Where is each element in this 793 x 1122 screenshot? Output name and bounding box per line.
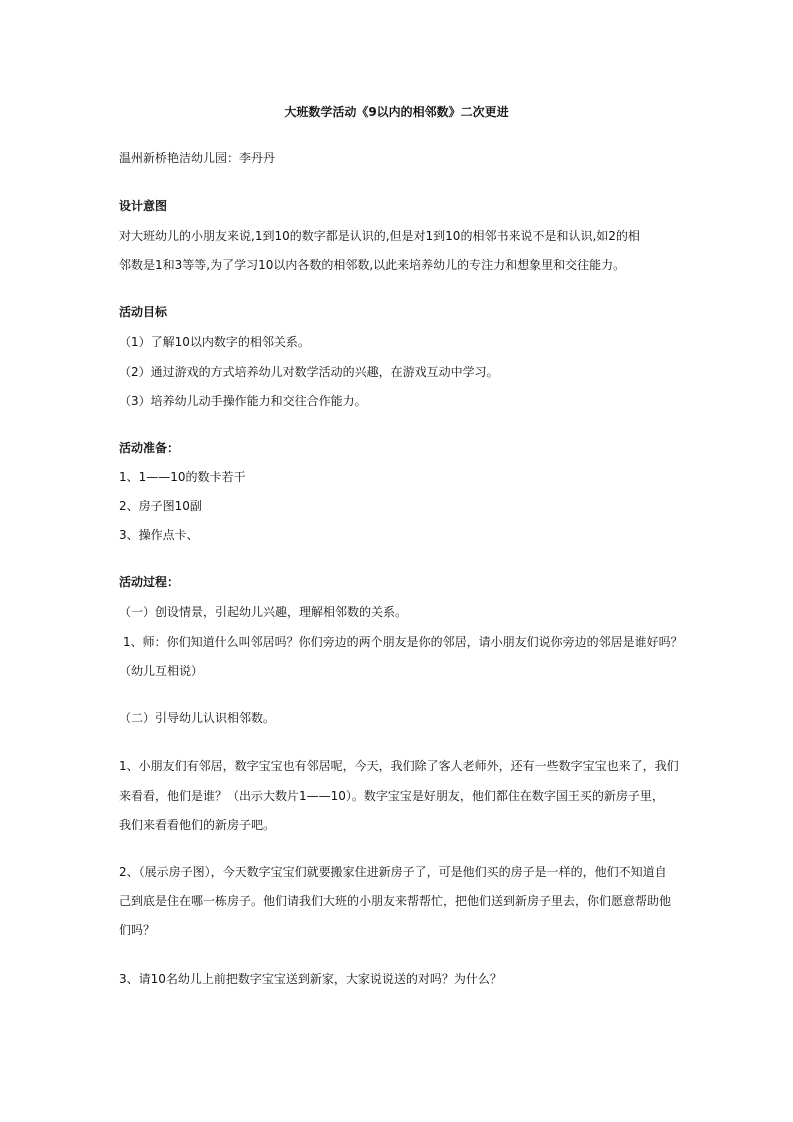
- process-paragraph-line: 我们来看看他们的新房子吧。: [119, 818, 276, 832]
- prep-item: 3、操作点卡、: [119, 528, 199, 542]
- process-paragraph-line: 来看看，他们是谁？（出示大数片1——10）。数字宝宝是好朋友，他们都住在数字国王买的新房子里，: [119, 789, 664, 803]
- goal-item: （3）培养幼儿动手操作能力和交往合作能力。: [119, 394, 367, 408]
- prep-item: 1、1——10的数卡若干: [119, 470, 246, 484]
- goals-heading: 活动目标: [119, 305, 168, 319]
- prep-heading: 活动准备：: [119, 441, 180, 455]
- design-text-line: 邻数是1和3等等,为了学习10以内各数的相邻数,以此来培养幼儿的专注力和想象里和交往能力。: [119, 258, 626, 272]
- goal-item: （2）通过游戏的方式培养幼儿对数学活动的兴趣，在游戏互动中学习。: [119, 365, 499, 379]
- process-paragraph-line: 1、小朋友们有邻居，数字宝宝也有邻居呢，今天，我们除了客人老师外，还有一些数字宝宝也来了，我们: [119, 759, 679, 773]
- author-line: 温州新桥艳洁幼儿园：李丹丹: [119, 151, 276, 165]
- process-paragraph-line: 2、（展示房子图），今天数字宝宝们就要搬家住进新房子了，可是他们买的房子是一样的，他们不知道自: [119, 865, 667, 879]
- prep-item: 2、房子图10副: [119, 499, 202, 513]
- design-heading: 设计意图: [119, 199, 168, 213]
- process-part1-item: 1、师：你们知道什么叫邻居吗？你们旁边的两个朋友是你的邻居，请小朋友们说你旁边的邻居是谁好吗？: [123, 635, 683, 649]
- document-title: 大班数学活动《9以内的相邻数》二次更进: [284, 105, 509, 119]
- design-text-line: 对大班幼儿的小朋友来说,1到10的数字都是认识的,但是对1到10的相邻书来说不是和认识,如2的相: [119, 229, 640, 243]
- process-part1: （一）创设情景，引起幼儿兴趣，理解相邻数的关系。: [119, 605, 408, 619]
- process-paragraph-line: 己到底是住在哪一栋房子。他们请我们大班的小朋友来帮帮忙，把他们送到新房子里去，你们愿意帮助他: [119, 894, 672, 908]
- process-paragraph-line: 们吗？: [119, 923, 156, 937]
- process-part2: （二）引导幼儿认识相邻数。: [119, 711, 276, 725]
- goal-item: （1）了解10以内数字的相邻关系。: [119, 335, 310, 349]
- process-heading: 活动过程：: [119, 575, 180, 589]
- process-paragraph-line: 3、请10名幼儿上前把数字宝宝送到新家，大家说说送的对吗？为什么？: [119, 972, 502, 986]
- process-part1-note: （幼儿互相说）: [119, 664, 204, 678]
